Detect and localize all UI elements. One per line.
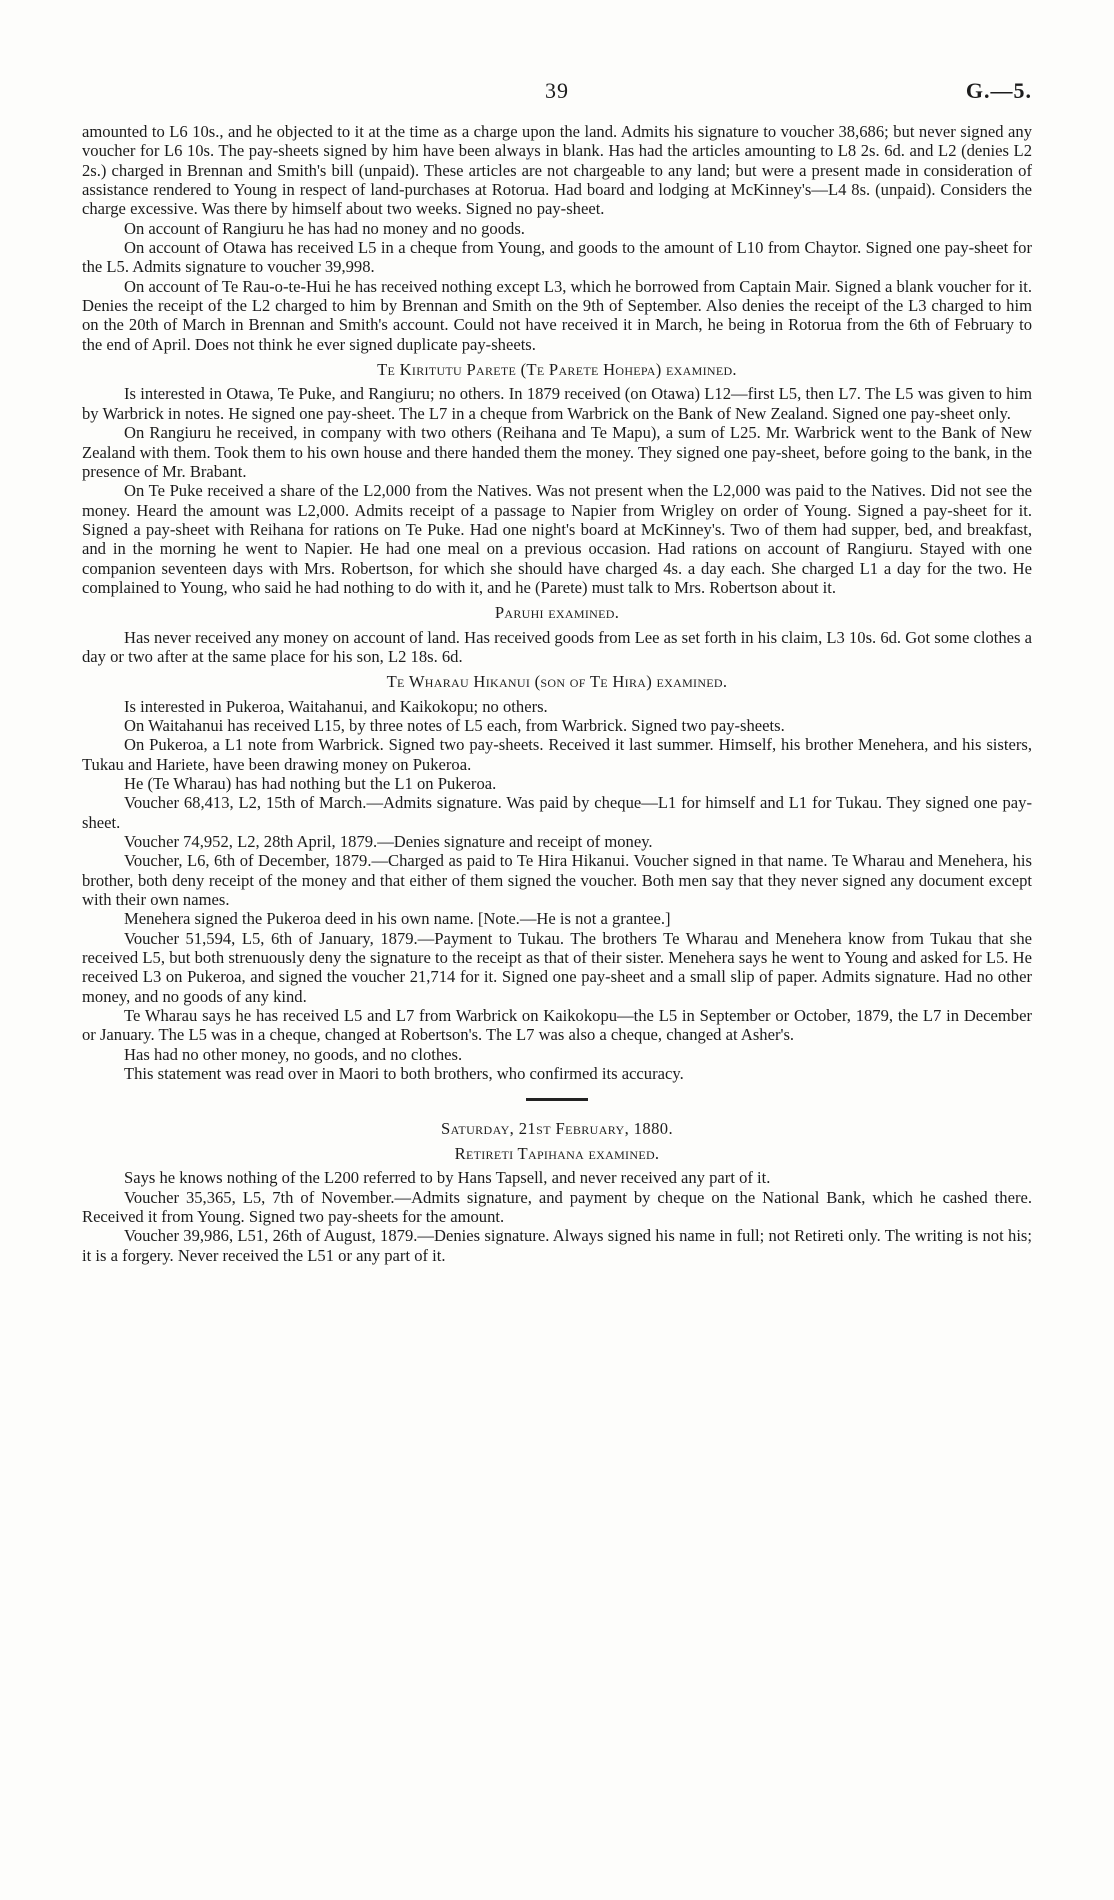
paragraph: Has never received any money on account of land. Has received goods from Lee as set forth in his claim, L3 10s. 6d. Got some clothes a day or two after at the same place for his son, L2 18s. 6d. xyxy=(82,627,1032,666)
paragraph: On Rangiuru he received, in company with two others (Reihana and Te Mapu), a sum of L25. Mr. Warbrick went to the Bank of New Zealand with them. Took them to his own house and there handed them the money. They signed one pay-sheet, before going to the bank, in the presence of Mr. Brabant. xyxy=(82,423,1032,481)
paragraph: On account of Rangiuru he has had no money and no goods. xyxy=(124,218,525,238)
paragraph: He (Te Wharau) has had nothing but the L1 on Pukeroa. xyxy=(124,774,497,793)
paragraph: Voucher 74,952, L2, 28th April, 1879.—Denies signature and receipt of money. xyxy=(124,832,653,852)
paragraph: On account of Te Rau-o-te-Hui he has received nothing except L3, which he borrowed from Captain Mair. Signed a blank voucher for it. Denies the receipt of the L2 charged to him by Brennan and Smith on the 9th of September. Also denies the receipt of the L3 charged to him on the 20th of March in Brennan and Smith's account. Could not have received it in March, he being in Rotorua from the 6th of February to the end of April. Does not think he ever signed duplicate pay-sheets. xyxy=(82,276,1032,354)
paragraph: On Waitahanui has received L15, by three notes of L5 each, from Warbrick. Signed two pay-sheets. xyxy=(124,715,785,735)
document-reference: G.—5. xyxy=(965,78,1032,103)
section-heading-kiritutu: Te Kiritutu Parete (Te Parete Hohepa) examined. xyxy=(377,360,737,380)
section-heading-retireti: Retireti Tapihana examined. xyxy=(454,1143,660,1163)
section-heading-paruhi: Paruhi examined. xyxy=(494,603,620,623)
paragraph: Voucher 68,413, L2, 15th of March.—Admits signature. Was paid by cheque—L1 for himself and L1 for Tukau. They signed one pay-sheet. xyxy=(82,793,1032,832)
paragraph: Says he knows nothing of the L200 referred to by Hans Tapsell, and never received any part of it. xyxy=(124,1168,771,1188)
paragraph: On Te Puke received a share of the L2,000 from the Natives. Was not present when the L2,000 was paid to the Natives. Did not see the money. Heard the amount was L2,000. Admits receipt of a passage to Napier from Wrigley on order of Young. Signed a pay-sheet for it. Signed a pay-sheet with Reihana for rations on Te Puke. Had one night's board at McKinney's. Two of them had supper, bed, and breakfast, and in the morning he went to Napier. He had one meal on a previous occasion. Had rations on account of Rangiuru. Stayed with one companion seventeen days with Mrs. Robertson, for which she should have charged 4s. a day each. She charged L1 a day for the two. He complained to Young, who said he had nothing to do with it, and he (Parete) must talk to Mrs. Robertson about it. xyxy=(82,481,1032,597)
document-body xyxy=(82,122,1032,1265)
paragraph: Has had no other money, no goods, and no clothes. xyxy=(124,1044,463,1064)
paragraph: amounted to L6 10s., and he objected to it at the time as a charge upon the land. Admits his signature to voucher 38,686; but never signed any voucher for L6 10s. The pay-sheets signed by him have been always in blank. Has had the articles amounting to L8 2s. 6d. and L2 (denies L2 2s.) charged in Brennan and Smith's bill (unpaid). These articles are not chargeable to any land; but were a present made in consideration of assistance rendered to Young in respect of land-purchases at Rotorua. Had board and lodging at McKinney's—L4 8s. (unpaid). Considers the charge excessive. Was there by himself about two weeks. Signed no pay-sheet. xyxy=(82,122,1032,219)
paragraph: Voucher 35,365, L5, 7th of November.—Admits signature, and payment by cheque on the National Bank, which he cashed there. Received it from Young. Signed two pay-sheets for the amount. xyxy=(82,1187,1032,1226)
paragraph: This statement was read over in Maori to both brothers, who confirmed its accuracy. xyxy=(124,1064,684,1084)
paragraph: Menehera signed the Pukeroa deed in his own name. [Note.—He is not a grantee.] xyxy=(124,909,671,929)
page-number: 39 xyxy=(545,78,569,103)
paragraph: Voucher 39,986, L51, 26th of August, 1879.—Denies signature. Always signed his name in full; not Retireti only. The writing is not his; it is a forgery. Never received the L51 or any part of it. xyxy=(82,1226,1032,1265)
paragraph: Voucher, L6, 6th of December, 1879.—Charged as paid to Te Hira Hikanui. Voucher signed in that name. Te Wharau and Menehera, his brother, both deny receipt of the money and that either of them signed the voucher. Both men say that they never signed any document except with their own names. xyxy=(82,851,1032,910)
page-header xyxy=(82,78,1032,122)
paragraph: On Pukeroa, a L1 note from Warbrick. Signed two pay-sheets. Received it last summer. Himself, his brother Menehera, and his sisters, Tukau and Hariete, have been drawing money on Pukeroa. xyxy=(82,735,1032,774)
date-heading: Saturday, 21st February, 1880. xyxy=(440,1118,674,1138)
paragraph: On account of Otawa has received L5 in a cheque from Young, and goods to the amount of L10 from Chaytor. Signed one pay-sheet for the L5. Admits signature to voucher 39,998. xyxy=(82,238,1032,277)
paragraph: Is interested in Otawa, Te Puke, and Rangiuru; no others. In 1879 received (on Otawa) L12—first L5, then L7. The L5 was given to him by Warbrick in notes. He signed one pay-sheet. The L7 in a cheque from Warbrick on the Bank of New Zealand. Signed one pay-sheet only. xyxy=(82,384,1032,423)
paragraph: Is interested in Pukeroa, Waitahanui, and Kaikokopu; no others. xyxy=(124,696,548,716)
section-divider xyxy=(526,1098,588,1101)
section-heading-wharau: Te Wharau Hikanui (son of Te Hira) examined. xyxy=(386,672,728,692)
paragraph: Te Wharau says he has received L5 and L7 from Warbrick on Kaikokopu—the L5 in September or October, 1879, the L7 in December or January. The L5 was in a cheque, changed at Robertson's. The L7 was also a cheque, changed at Asher's. xyxy=(82,1006,1032,1045)
paragraph: Voucher 51,594, L5, 6th of January, 1879.—Payment to Tukau. The brothers Te Wharau and Menehera know from Tukau that she received L5, but both strenuously deny the signature to the receipt as that of their sister. Menehera says he went to Young and asked for L5. He received L3 on Pukeroa, and signed the voucher 21,714 for it. Signed one pay-sheet and a small slip of paper. Admits signature. Had no other money, and no goods of any kind. xyxy=(82,928,1032,1006)
